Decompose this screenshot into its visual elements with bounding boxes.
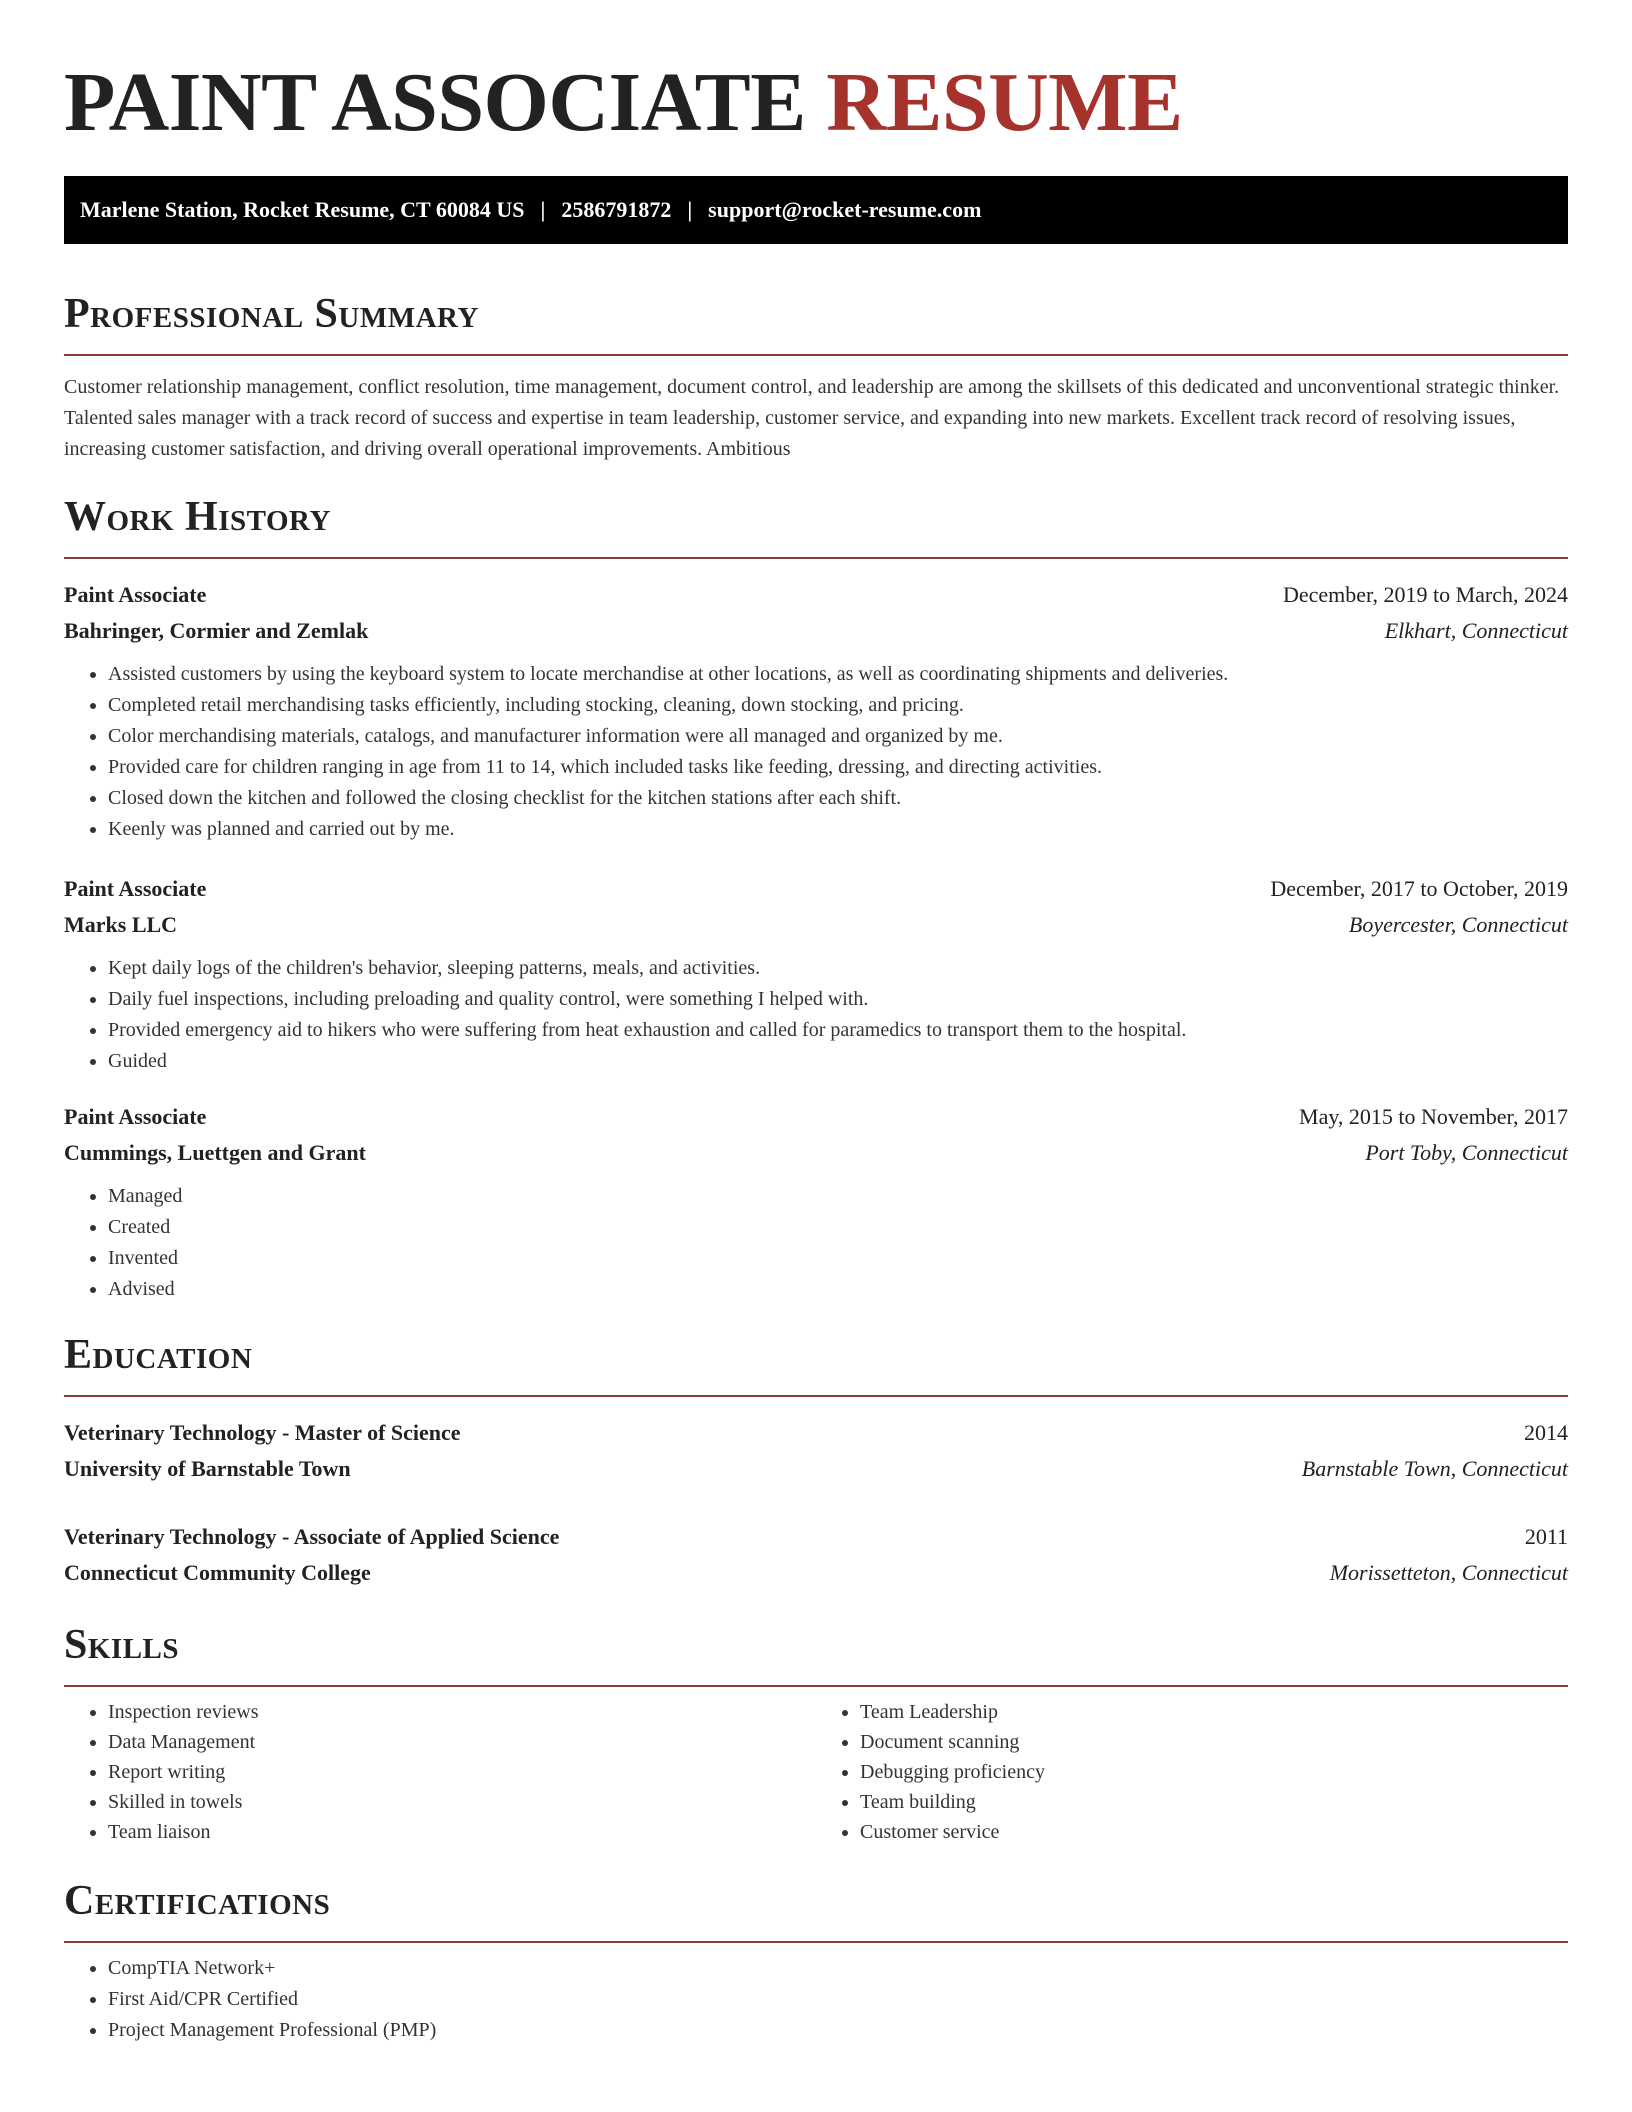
skills-section [64, 1619, 1568, 1847]
job-entry [64, 1099, 1568, 1305]
education-location: Barnstable Town, Connecticut [1301, 1456, 1568, 1481]
job-bullet: • Closed down the kitchen and followed the closing checklist for the kitchen stations after each shift. [108, 783, 1568, 814]
skill-item: • Debugging proficiency [860, 1757, 1568, 1787]
job-company: Bahringer, Cormier and Zemlak [64, 618, 369, 643]
education-year: 2014 [1524, 1420, 1568, 1445]
section-divider [64, 1685, 1568, 1687]
education-degree: Veterinary Technology - Associate of Applied Science [64, 1524, 560, 1549]
education-entry [64, 1519, 1568, 1591]
job-bullet: • Created [108, 1212, 1568, 1243]
job-bullet: • Guided [108, 1046, 1568, 1077]
skill-item: • Customer service [860, 1817, 1568, 1847]
job-bullet: • Assisted customers by using the keyboard system to locate merchandise at other locations, as well as coordinating shipments and deliveries. [108, 659, 1568, 690]
job-bullet: • Daily fuel inspections, including preloading and quality control, were something I helped with. [108, 984, 1568, 1015]
job-location: Port Toby, Connecticut [1365, 1140, 1568, 1165]
title-main: PAINT ASSOCIATE [64, 56, 806, 149]
job-company-row [64, 613, 1568, 649]
education-year: 2011 [1524, 1524, 1568, 1549]
job-title: Paint Associate [64, 876, 207, 901]
skill-item: • Team liaison [108, 1817, 816, 1847]
work-history-heading: Work History [64, 494, 331, 540]
job-bullet: • Color merchandising materials, catalogs, and manufacturer information were all managed and organized by me. [108, 721, 1568, 752]
skill-item: • Team building [860, 1787, 1568, 1817]
certifications-list [64, 1953, 1568, 2046]
education-school-row [64, 1555, 1568, 1591]
title-accent: RESUME [826, 56, 1183, 149]
skills-grid [64, 1697, 1568, 1847]
job-location: Boyercester, Connecticut [1348, 912, 1568, 937]
certification-item: • CompTIA Network+ [108, 1953, 1568, 1984]
skill-item: • Data Management [108, 1727, 816, 1757]
summary-heading: Professional Summary [64, 291, 479, 337]
job-bullets [64, 953, 1568, 1077]
section-divider [64, 354, 1568, 356]
education-degree: Veterinary Technology - Master of Science [64, 1420, 461, 1445]
contact-email: support@rocket-resume.com [708, 197, 982, 222]
job-bullets [64, 1181, 1568, 1305]
job-title: Paint Associate [64, 582, 207, 607]
skills-heading: Skills [64, 1622, 180, 1668]
job-dates: December, 2017 to October, 2019 [1270, 876, 1568, 901]
job-bullet: • Kept daily logs of the children's behavior, sleeping patterns, meals, and activities. [108, 953, 1568, 984]
summary-text: Customer relationship management, conflict resolution, time management, document control, and leadership are among the skillsets of this dedicated and unconventional strategic thinker. Talented sales manager with a track record of success and expertise in team leadership, customer service, and expanding into new markets. Excellent track record of resolving issues, increasing customer satisfaction, and driving overall operational improvements. Ambitious [64, 376, 1560, 460]
job-bullet: • Advised [108, 1274, 1568, 1305]
job-company: Cummings, Luettgen and Grant [64, 1140, 366, 1165]
job-entry [64, 871, 1568, 1077]
job-header-row [64, 577, 1568, 613]
contact-separator: | [687, 197, 693, 222]
skill-item: • Document scanning [860, 1727, 1568, 1757]
skill-item: • Inspection reviews [108, 1697, 816, 1727]
contact-separator: | [540, 197, 546, 222]
job-header-row [64, 871, 1568, 907]
work-history-section [64, 491, 1568, 1305]
education-header-row [64, 1415, 1568, 1451]
section-divider [64, 557, 1568, 559]
education-school-row [64, 1451, 1568, 1487]
job-entry [64, 577, 1568, 845]
job-company-row [64, 1135, 1568, 1171]
section-divider [64, 1395, 1568, 1397]
job-bullet: • Managed [108, 1181, 1568, 1212]
job-header-row [64, 1099, 1568, 1135]
skill-item: • Report writing [108, 1757, 816, 1787]
job-dates: December, 2019 to March, 2024 [1282, 582, 1568, 607]
contact-address: Marlene Station, Rocket Resume, CT 60084 US [80, 197, 525, 222]
skills-column-left [64, 1697, 816, 1847]
resume-title [64, 0, 1568, 148]
job-bullet: • Completed retail merchandising tasks efficiently, including stocking, cleaning, down stocking, and pricing. [108, 690, 1568, 721]
certifications-section [64, 1875, 1568, 2046]
skills-column-right [816, 1697, 1568, 1847]
education-school: Connecticut Community College [64, 1560, 371, 1585]
contact-phone: 2586791872 [561, 197, 672, 222]
education-entry [64, 1415, 1568, 1487]
education-header-row [64, 1519, 1568, 1555]
job-location: Elkhart, Connecticut [1384, 618, 1568, 643]
education-section [64, 1329, 1568, 1591]
education-heading: Education [64, 1332, 253, 1378]
job-bullet: • Provided emergency aid to hikers who were suffering from heat exhaustion and called for paramedics to transport them to the hospital. [108, 1015, 1568, 1046]
certification-item: • First Aid/CPR Certified [108, 1984, 1568, 2015]
job-bullet: • Invented [108, 1243, 1568, 1274]
job-bullets [64, 659, 1568, 845]
section-divider [64, 1941, 1568, 1943]
job-title: Paint Associate [64, 1104, 207, 1129]
skill-item: • Skilled in towels [108, 1787, 816, 1817]
education-location: Morissetteton, Connecticut [1329, 1560, 1568, 1585]
certifications-heading: Certifications [64, 1878, 331, 1924]
summary-section [64, 288, 1568, 465]
job-dates: May, 2015 to November, 2017 [1299, 1104, 1568, 1129]
job-bullet: • Provided care for children ranging in age from 11 to 14, which included tasks like feeding, dressing, and directing activities. [108, 752, 1568, 783]
job-company: Marks LLC [64, 912, 178, 937]
job-bullet: • Keenly was planned and carried out by me. [108, 814, 1568, 845]
job-company-row [64, 907, 1568, 943]
contact-bar [64, 176, 1568, 244]
certification-item: • Project Management Professional (PMP) [108, 2015, 1568, 2046]
education-school: University of Barnstable Town [64, 1456, 351, 1481]
skill-item: • Team Leadership [860, 1697, 1568, 1727]
